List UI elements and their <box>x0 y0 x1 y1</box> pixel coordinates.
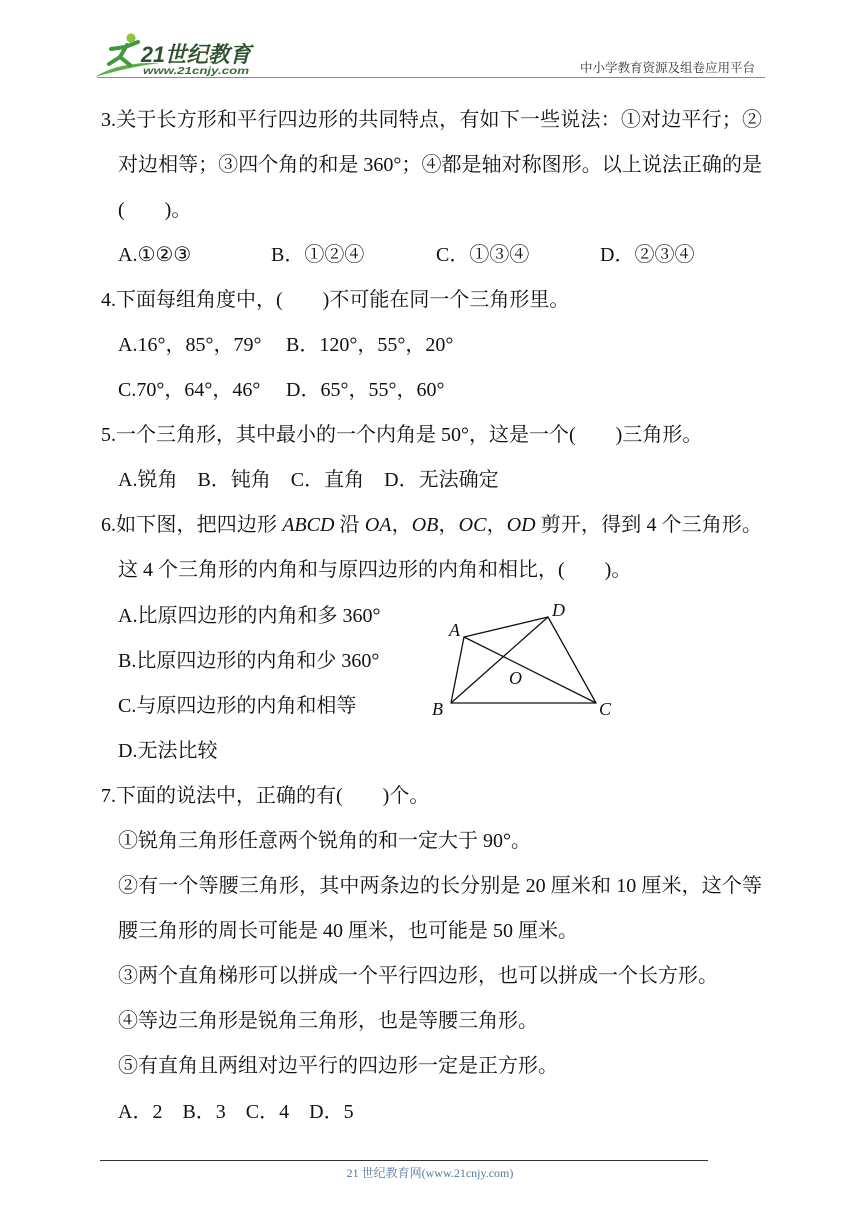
runner-head-icon <box>126 33 135 42</box>
header-divider <box>97 77 765 78</box>
q3-stem-line-1: 3.关于长方形和平行四边形的共同特点，有如下一些说法：①对边平行；② <box>101 108 762 131</box>
q3-option-d: D．②③④ <box>600 243 695 266</box>
logo-wordmark: 21世纪教育 <box>140 42 255 67</box>
segment-oa <box>464 637 503 657</box>
q6-stem-text-2: 沿 <box>334 514 365 537</box>
q3-option-b: B．①②④ <box>271 243 365 266</box>
q7-statement-2-line-2: 腰三角形的周长可能是 40 厘米，也可能是 50 厘米。 <box>118 920 578 943</box>
q5-option-b: B．钝角 <box>197 469 271 492</box>
vertex-a-label: A <box>449 620 460 640</box>
logo-url: www.21cnjy.com <box>143 66 250 77</box>
q4-option-d: D．65°，55°，60° <box>286 379 445 402</box>
site-logo <box>92 28 264 80</box>
q3-option-c: C．①③④ <box>436 243 530 266</box>
q4-option-b: B．120°，55°，20° <box>286 333 454 356</box>
question-4 <box>0 278 860 413</box>
q7-stem: 7.下面的说法中，正确的有( )个。 <box>101 784 430 807</box>
q5-option-a: A.锐角 <box>118 469 178 492</box>
q7-option-a: A．2 <box>118 1100 163 1123</box>
q7-statement-3: ③两个直角梯形可以拼成一个平行四边形，也可以拼成一个长方形。 <box>118 965 718 988</box>
quadrilateral-name: ABCD <box>282 514 335 537</box>
q5-option-d: D．无法确定 <box>384 469 499 492</box>
platform-title: 中小学教育资源及组卷应用平台 <box>579 61 755 75</box>
q3-option-a: A.①②③ <box>118 243 192 266</box>
q4-option-a: A.16°，85°，79° <box>118 333 262 356</box>
q6-option-d: D.无法比较 <box>118 739 218 762</box>
q6-stem-text-1: 6.如下图，把四边形 <box>101 514 283 537</box>
segment-oa-label: OA <box>364 514 392 537</box>
q5-option-c: C．直角 <box>290 469 365 492</box>
footer-divider <box>100 1160 708 1161</box>
segment-ob-label: OB <box>411 514 439 537</box>
q4-option-c: C.70°，64°，46° <box>118 379 261 402</box>
q6-option-c: C.与原四边形的内角和相等 <box>118 694 357 717</box>
q7-statement-1: ①锐角三角形任意两个锐角的和一定大于 90°。 <box>118 830 531 852</box>
q4-options-row-1 <box>118 323 762 368</box>
q3-options <box>118 233 762 278</box>
q6-comma-3: ， <box>486 514 507 537</box>
q7-statement-2-line-1: ②有一个等腰三角形，其中两条边的长分别是 20 厘米和 10 厘米，这个等 <box>118 875 762 898</box>
vertex-d-label: D <box>552 600 565 620</box>
question-3 <box>0 98 860 278</box>
q5-stem: 5.一个三角形，其中最小的一个内角是 50°，这是一个( )三角形。 <box>101 424 703 447</box>
q5-options <box>118 458 762 503</box>
q7-statement-4: ④等边三角形是锐角三角形，也是等腰三角形。 <box>118 1010 538 1033</box>
q7-options <box>118 1090 762 1135</box>
quadrilateral-abcd <box>451 617 596 703</box>
q6-comma-1: ， <box>391 514 412 537</box>
q6-option-b: B.比原四边形的内角和少 360° <box>118 649 380 672</box>
q7-option-d: D．5 <box>309 1100 354 1123</box>
q3-answer-blank: ( )。 <box>118 198 192 221</box>
runner-icon <box>109 42 138 65</box>
quadrilateral-figure <box>425 598 620 720</box>
question-5 <box>0 413 860 503</box>
q7-statement-5: ⑤有直角且两组对边平行的四边形一定是正方形。 <box>118 1055 558 1078</box>
q6-stem-line-2: 这 4 个三角形的内角和与原四边形的内角和相比，( )。 <box>118 559 632 582</box>
segment-od-label: OD <box>506 514 536 537</box>
q7-option-c: C．4 <box>245 1100 290 1123</box>
q6-stem-text-3: 剪开，得到 4 个三角形。 <box>535 514 763 537</box>
q4-options-row-2 <box>118 368 762 413</box>
vertex-b-label: B <box>432 699 443 719</box>
segment-oc-label: OC <box>458 514 487 537</box>
q6-comma-2: ， <box>438 514 459 537</box>
q6-option-a: A.比原四边形的内角和多 360° <box>118 604 381 627</box>
q4-stem: 4.下面每组角度中，( )不可能在同一个三角形里。 <box>101 288 570 311</box>
q3-stem-line-2: 对边相等；③四个角的和是 360°；④都是轴对称图形。以上说法正确的是 <box>118 153 762 176</box>
vertex-c-label: C <box>599 699 612 719</box>
footer-source: 21 世纪教育网(www.21cnjy.com) <box>346 1166 514 1180</box>
question-7 <box>0 774 860 1135</box>
q7-option-b: B．3 <box>182 1100 226 1123</box>
q6-stem-line-1 <box>101 503 762 548</box>
point-o-label: O <box>509 668 522 688</box>
